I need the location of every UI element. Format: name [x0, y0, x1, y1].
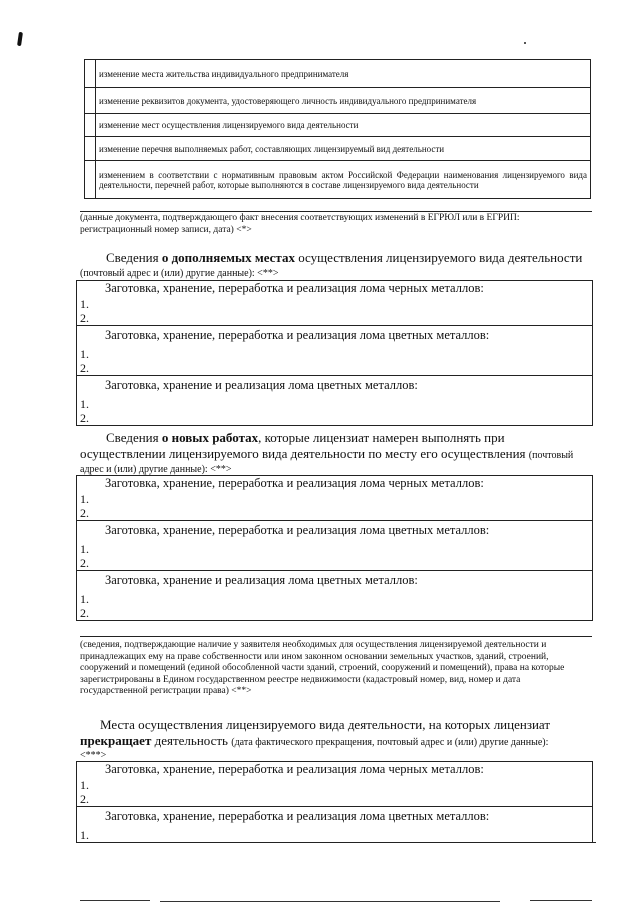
section-title: Заготовка, хранение, переработка и реализация лома цветных металлов: — [105, 809, 490, 823]
section-black-metals — [77, 476, 592, 521]
scan-artifact-mark — [17, 32, 23, 46]
checkbox-cell[interactable] — [85, 60, 96, 88]
table-row — [85, 114, 591, 137]
footer-line — [160, 901, 500, 902]
row-text: изменение перечня выполняемых работ, составляющих лицензируемый вид деятельности — [96, 137, 591, 161]
table-row — [85, 60, 591, 88]
new-works-line3: адрес и (или) другие данные): <**> — [80, 464, 232, 475]
list-item[interactable]: 2. — [80, 311, 89, 325]
egrul-note: (данные документа, подтверждающего факт внесения соответствующих изменений в ЕГРЮЛ или в ЕГРИП: регистрационный номер записи, дата) <*> — [80, 213, 520, 235]
table-row — [85, 88, 591, 114]
list-item[interactable]: 2. — [80, 792, 89, 806]
row-text: изменение реквизитов документа, удостоверяющего личность индивидуального предпринимателя — [96, 88, 591, 114]
separator-line — [80, 636, 592, 637]
section-title: Заготовка, хранение, переработка и реализация лома черных металлов: — [105, 762, 484, 776]
additional-places-subline: (почтовый адрес и (или) другие данные): <**> — [80, 268, 279, 279]
list-item[interactable]: 1. — [80, 397, 89, 411]
footer-line — [80, 900, 150, 901]
section-color-metals — [77, 809, 592, 843]
section-title: Заготовка, хранение, переработка и реализация лома цветных металлов: — [105, 523, 490, 537]
row-text: изменение мест осуществления лицензируемого вида деятельности — [96, 114, 591, 137]
list-item[interactable]: 1. — [80, 542, 89, 556]
terminated-line2: прекращает деятельность (дата фактического прекращения, почтовый адрес и (или) другие данные): — [80, 733, 549, 748]
list-item[interactable]: 2. — [80, 411, 89, 425]
section-title: Заготовка, хранение, переработка и реализация лома цветных металлов: — [105, 328, 490, 342]
additional-places-block — [76, 280, 593, 426]
new-works-block — [76, 475, 593, 621]
separator-line — [80, 211, 592, 212]
list-item[interactable]: 1. — [80, 297, 89, 311]
checkbox-cell[interactable] — [85, 137, 96, 161]
row-text: изменение места жительства индивидуального предпринимателя — [96, 60, 591, 88]
section-color-metals — [77, 523, 592, 571]
footer-line — [530, 900, 592, 901]
row-text: изменением в соответствии с нормативным правовым актом Российской Федерации наименования лицензируемого вида деятельности, перечней работ, которые выполняются в составе лицензируемого вида деятельности — [96, 161, 591, 199]
list-item[interactable]: 1. — [80, 592, 89, 606]
section-color-metals-storage — [77, 378, 592, 425]
checkbox-cell[interactable] — [85, 161, 96, 199]
section-color-metals — [77, 328, 592, 376]
scan-artifact-dot — [524, 42, 526, 44]
terminated-line3: <***> — [80, 750, 107, 761]
new-works-line2: осуществлении лицензируемого вида деятельности по месту его осуществления (почтовый — [80, 446, 574, 461]
ownership-note: (сведения, подтверждающие наличие у заявителя необходимых для осуществления лицензируемой деятельности и принадлежащих ему на праве собственности или ином законном основании земельных участков, зданий, строений, сооружений и помещений (единой обособленной части зданий, строений, сооружений и помещений), права на которые зарегистрированы в Едином государственном реестре недвижимости (кадастровый номер, вид, номер и дата государственной регистрации права) <**> — [80, 640, 565, 696]
terminated-block — [76, 761, 593, 843]
section-title: Заготовка, хранение, переработка и реализация лома черных металлов: — [105, 476, 484, 490]
list-item[interactable]: 2. — [80, 361, 89, 375]
table-row — [85, 161, 591, 199]
checkbox-cell[interactable] — [85, 114, 96, 137]
section-color-metals-storage — [77, 573, 592, 620]
list-item[interactable]: 1. — [80, 778, 89, 792]
list-item[interactable]: 2. — [80, 606, 89, 620]
table-row — [85, 137, 591, 161]
section-title: Заготовка, хранение и реализация лома цветных металлов: — [105, 378, 418, 392]
list-item[interactable]: 2. — [80, 506, 89, 520]
checkbox-cell[interactable] — [85, 88, 96, 114]
list-item[interactable]: 1. — [76, 828, 596, 843]
list-item[interactable]: 1. — [80, 492, 89, 506]
changes-table — [84, 59, 591, 199]
section-title: Заготовка, хранение, переработка и реализация лома черных металлов: — [105, 281, 484, 295]
new-works-heading: Сведения о новых работах, которые лицензиат намерен выполнять при — [106, 430, 505, 445]
section-title: Заготовка, хранение и реализация лома цветных металлов: — [105, 573, 418, 587]
terminated-heading: Места осуществления лицензируемого вида деятельности, на которых лицензиат — [100, 717, 551, 732]
additional-places-heading: Сведения о дополняемых местах осуществления лицензируемого вида деятельности — [106, 250, 583, 265]
section-black-metals — [77, 762, 592, 807]
section-black-metals — [77, 281, 592, 326]
list-item[interactable]: 2. — [80, 556, 89, 570]
list-item[interactable]: 1. — [80, 347, 89, 361]
